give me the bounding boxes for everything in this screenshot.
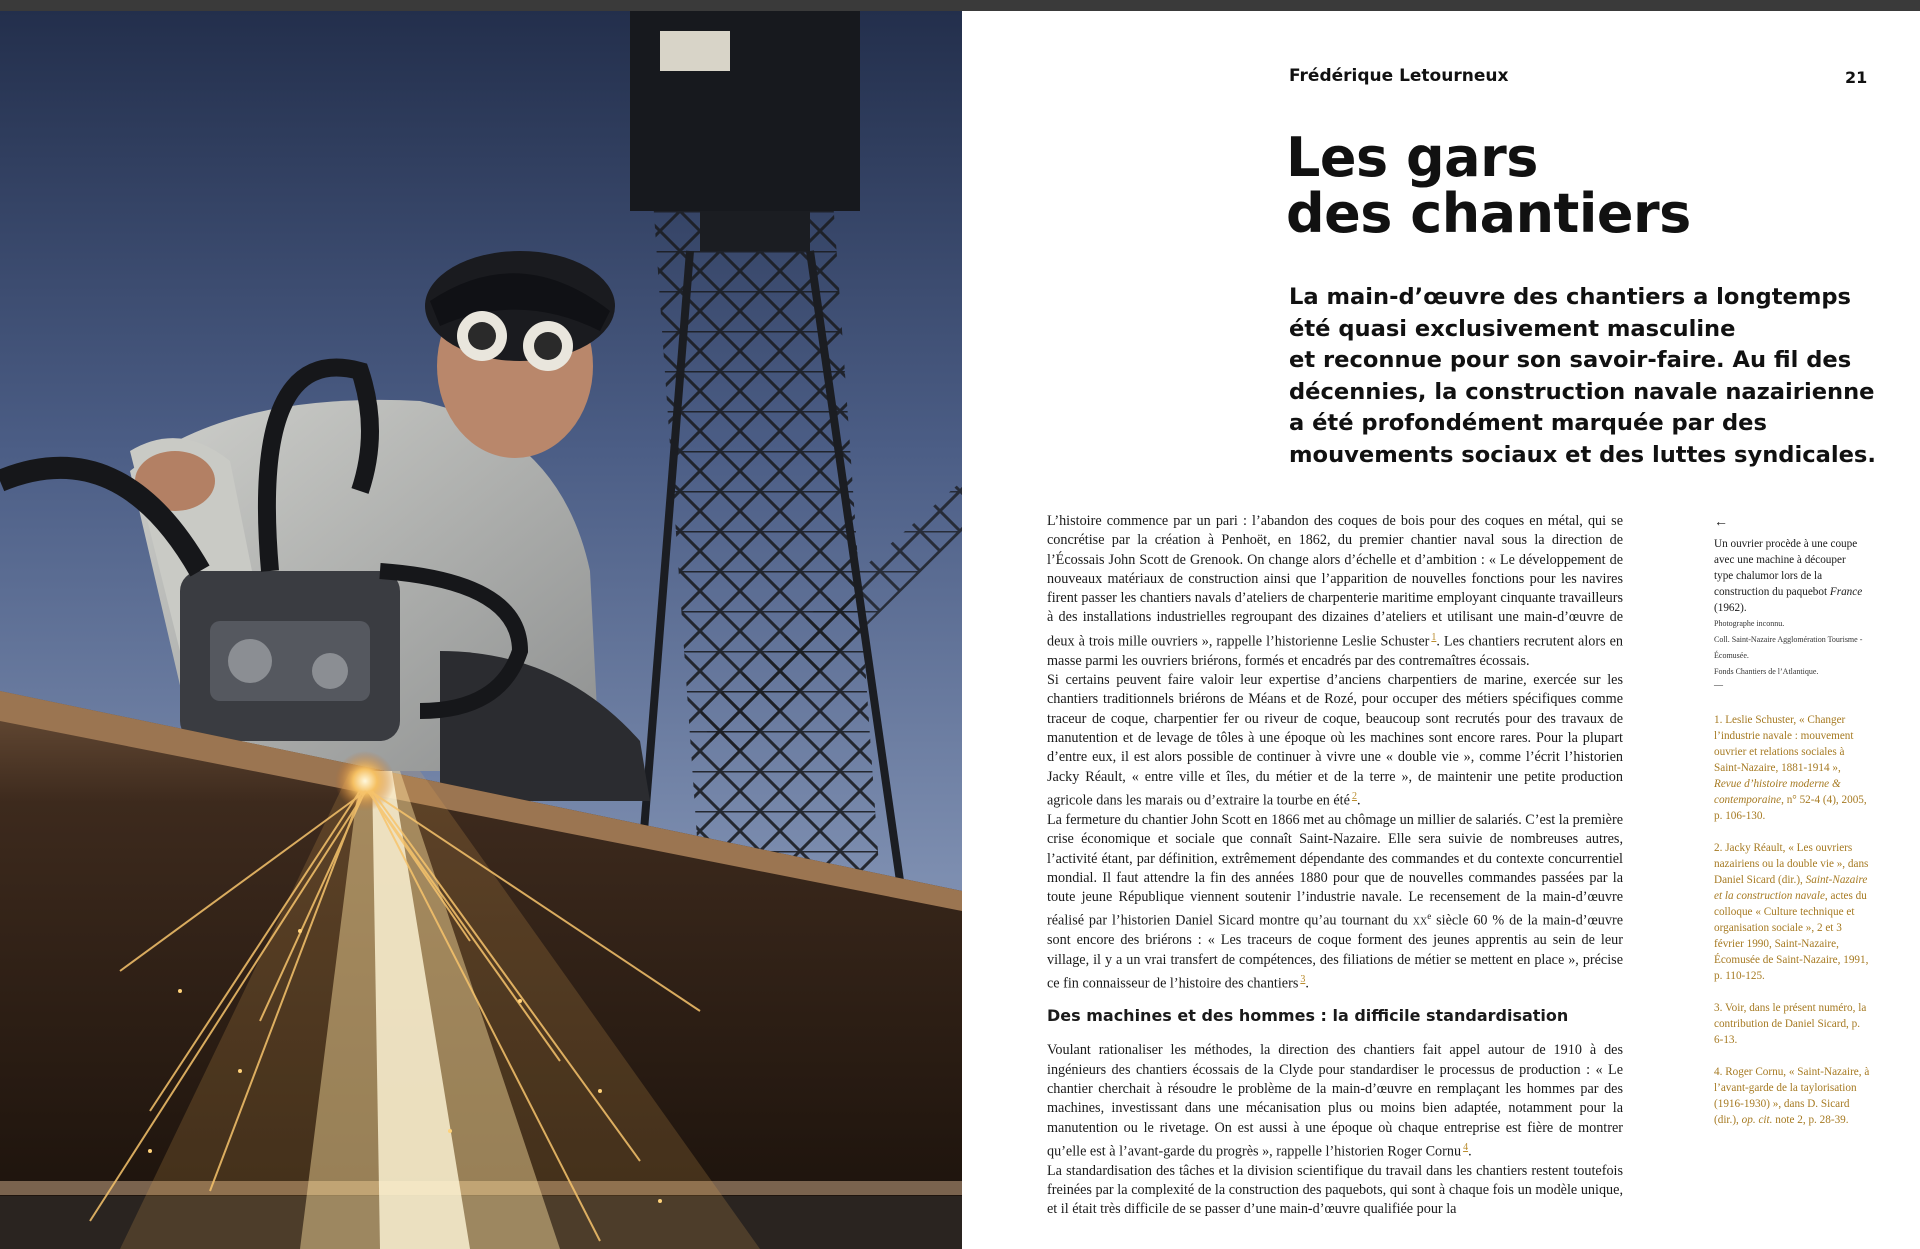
caption-divider: — [1714, 680, 1723, 690]
footnote-1 [1714, 712, 1870, 824]
photo-caption [1714, 516, 1864, 690]
lede-line: et reconnue pour son savoir-faire. Au fil des [1289, 347, 1852, 373]
paragraph-4 [1047, 1041, 1623, 1162]
lede-line: mouvements sociaux et des luttes syndicales. [1289, 441, 1876, 468]
footnote-ref-4[interactable]: 4 [1463, 1141, 1469, 1153]
caption-text [1714, 536, 1864, 616]
footnote-italic: Revue d’histoire moderne & contemporaine [1714, 778, 1841, 806]
top-bar [0, 0, 1920, 11]
welder-photo [0, 11, 962, 1249]
arrow-left-icon: ← [1714, 515, 1728, 530]
paragraph-text: La fermeture du chantier John Scott en 1866 met au chômage un millier de salariés. C’est la première crise économique et sociale que connaît Saint-Nazaire. Elle sera suivie de nombreuses autres, l’activité étant, par définition, extrêmement dépendante des commandes et du contexte concurrentiel mondial. Il faut attendre la fin des années 1880 pour que de nouvelles commandes passées par la toute jeune République viennent soutenir l’industrie navale. Le recensement de la main-d’œuvre réalisé par l’historien Daniel Sicard montre qu’au tournant du [1047, 811, 1623, 930]
section-heading: Des machines et des hommes : la difficile standardisation [1047, 1006, 1569, 1026]
lede-line: La main-d’œuvre des chantiers a longtemps [1289, 284, 1851, 310]
caption-text-part: Un ouvrier procède à une coupe avec une machine à découper type chalumor lors de la construction du paquebot [1714, 538, 1858, 598]
footnote-4 [1714, 1064, 1870, 1128]
paragraph-text: . [1305, 975, 1309, 992]
footnote-2 [1714, 840, 1870, 984]
footnote-text: , actes du colloque « Culture technique et organisation sociale », 2 et 3 février 1990, Saint-Nazaire, Écomusée de Saint-Nazaire, 1991, p. 110-125. [1714, 890, 1869, 982]
paragraph-text: . [1468, 1143, 1472, 1160]
footnote-italic: Saint-Nazaire et la construction navale [1714, 874, 1868, 902]
paragraph-3 [1047, 811, 1623, 994]
paragraph-5: La standardisation des tâches et la division scientifique du travail dans les chantiers restent toutefois freinées par la complexité de la construction des paquebots, qui sont à chaque fois un modèle unique, et il était très difficile de se passer d’une main-d’œuvre qualifiée pour la [1047, 1162, 1623, 1218]
footnote-text: 2. Jacky Réault, « Les ouvriers nazairiens ou la double vie », dans Daniel Sicard (dir.), [1714, 842, 1869, 886]
footnote-ref-3[interactable]: 3 [1300, 974, 1306, 986]
lede-line: été quasi exclusivement masculine [1289, 315, 1736, 342]
footnote-text: note 2, p. 28-39. [1772, 1114, 1849, 1126]
paragraph-text: Si certains peuvent faire valoir leur expertise d’anciens charpentiers de marine, exercée sur les chantiers traditionnels briérons de Méans et de Rozé, pour occuper des métiers spécifiques comme traceur de coque, charpentier fer ou riveur de coque, beaucoup sont recrutés pour des travaux de manutention et de levage de tôles à une époque où les machines sont encore rares. Pour la plupart d’entre eux, il est alors possible de continuer à vivre une « double vie », comme l’écrit l’historien Jacky Réault, « entre ville et îles, du métier et de la terre », de maintenir une petite production agricole dans les marais ou d’extraire la tourbe en été [1047, 672, 1623, 809]
century-numeral: xx [1412, 913, 1428, 930]
footnote-ref-1[interactable]: 1 [1431, 631, 1437, 643]
footnote-italic: op. cit. [1741, 1114, 1773, 1126]
page-number: 21 [1845, 68, 1868, 87]
lede-line: décennies, la construction navale nazairienne [1289, 378, 1875, 405]
article-lede [1289, 282, 1876, 471]
caption-text-part: (1962). [1714, 602, 1747, 614]
paragraph-text: Voulant rationaliser les méthodes, la direction des chantiers fait appel autour de 1910 à des ingénieurs des chantiers écossais de la Clyde pour standardiser le processus de production : « Le chantier cherchait à résoudre le problème de la main-d’œuvre en remplaçant les hommes par des machines, investissant dans une mécanisation plus ou moins bien adaptée, notamment pour la manutention ou le rivetage. On est aussi à une époque où chaque entreprise est fière de montrer qu’elle est à l’avant-garde du progrès », rappelle l’historien Roger Cornu [1047, 1042, 1623, 1160]
footnote-3 [1714, 1000, 1870, 1048]
lede-line: a été profondément marquée par des [1289, 410, 1767, 436]
article-body [1047, 512, 1623, 1220]
paragraph-1 [1047, 512, 1623, 671]
paragraph-text: L’histoire commence par un pari : l’abandon des coques de bois pour des coques en métal, qui se concrétise par la création à Penhoët, en 1862, du premier chantier naval sous la direction de l’Écossais John Scott de Grenook. On change alors d’échelle et d’ambition : « Le développement de nouveaux matériaux de construction ainsi que l’apparition de nouvelles fonctions pour les navires firent passer les chantiers navals d’ateliers de charpenterie maritime employant cinquante travailleurs à des installations industrielles regroupant des dizaines d’ateliers et utilisant une main-d’œuvre de deux à trois mille ouvriers », rappelle l’historienne Leslie Schuster [1047, 513, 1623, 650]
article-title [1286, 126, 1691, 245]
paragraph-text: . Les chantiers recrutent alors en masse parmi les ouvriers briérons, formés et encadrés par des contremaîtres écossais. [1047, 633, 1624, 669]
footnotes [1714, 712, 1870, 1144]
author-name: Frédérique Letourneux [1289, 66, 1509, 86]
superscript: e [1427, 911, 1432, 922]
paragraph-text: . [1356, 792, 1361, 809]
title-line: des chantiers [1286, 182, 1691, 245]
photo-collection: Coll. Saint-Nazaire Agglomération Tourisme - Écomusée. [1714, 635, 1863, 660]
footnote-text: , n° 52-4 (4), 2005, p. 106-130. [1714, 794, 1867, 822]
paragraph-text: siècle 60 % de la main-d’œuvre sont encore des briérons : « Les traceurs de coque forment des jeunes apprentis au sein de leur village, il y a un vrai transfert de compétences, des filiations de métier se mettent en place », précise ce fin connaisseur de l’histoire des chantiers [1047, 913, 1623, 992]
photo-fonds: Fonds Chantiers de l’Atlantique. [1714, 667, 1819, 676]
ship-name: France [1829, 586, 1863, 598]
photo-credit: Photographe inconnu. [1714, 619, 1785, 628]
footnote-text: 1. Leslie Schuster, « Changer l’industrie navale : mouvement ouvrier et relations sociales à Saint-Nazaire, 1881-1914 », [1714, 714, 1854, 774]
footnote-text: 4. Roger Cornu, « Saint-Nazaire, à l’avant-garde de la taylorisation (1916-1930) », dans D. Sicard (dir.), [1714, 1066, 1870, 1126]
footnote-ref-2[interactable]: 2 [1351, 790, 1357, 802]
title-line: Les gars [1286, 126, 1538, 189]
footnote-text: 3. Voir, dans le présent numéro, la contribution de Daniel Sicard, p. 6-13. [1714, 1002, 1867, 1046]
paragraph-2 [1047, 671, 1623, 811]
